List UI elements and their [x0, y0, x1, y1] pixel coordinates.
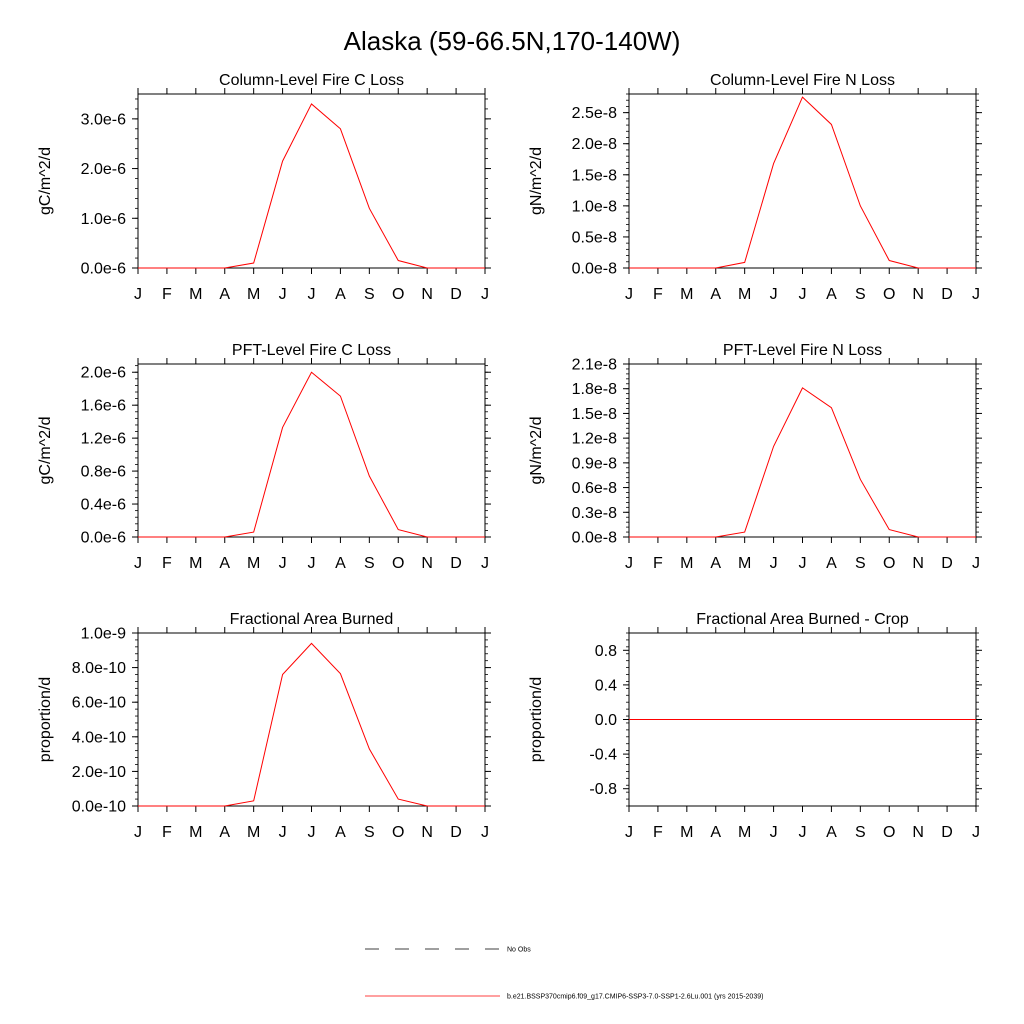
y-tick-label: 1.5e-8	[571, 405, 617, 423]
x-tick-label: A	[826, 286, 837, 303]
x-tick-label: M	[247, 286, 261, 303]
x-tick-label: N	[912, 286, 924, 303]
y-tick-label: 0.0e-8	[571, 529, 617, 547]
series-line	[138, 372, 485, 537]
x-tick-label: J	[798, 286, 807, 303]
x-tick-label: J	[278, 286, 287, 303]
legend-model-label: b.e21.BSSP370cmip6.f09_g17.CMIP6-SSP3-7.0-SSP1-2.6Lu.001 (yrs 2015-2039)	[507, 993, 764, 1001]
x-tick-label: J	[307, 824, 316, 841]
x-tick-label: S	[363, 555, 375, 572]
x-tick-label: J	[134, 824, 142, 841]
y-axis-label: proportion/d	[528, 676, 545, 763]
x-tick-label: A	[826, 555, 837, 572]
series-line	[138, 643, 485, 806]
y-tick-label: 2.0e-6	[80, 161, 126, 179]
y-tick-label: 1.2e-6	[80, 430, 126, 448]
y-axis-label: gC/m^2/d	[37, 147, 54, 215]
x-tick-label: D	[450, 824, 462, 841]
y-tick-label: 2.1e-8	[571, 356, 617, 374]
y-tick-label: 2.0e-6	[80, 364, 126, 382]
y-tick-label: 0.0e-8	[571, 260, 617, 278]
plot-frame	[629, 364, 976, 537]
y-tick-label: 0.0e-10	[71, 798, 126, 816]
x-tick-label: N	[421, 555, 433, 572]
y-tick-label: 1.0e-8	[571, 198, 617, 216]
chart-title: Column-Level Fire C Loss	[219, 72, 404, 89]
x-tick-label: F	[162, 824, 172, 841]
x-tick-label: J	[625, 286, 633, 303]
x-tick-label: M	[247, 824, 261, 841]
y-tick-label: 0.6e-8	[571, 480, 617, 498]
x-tick-label: J	[769, 555, 778, 572]
plot-frame	[138, 633, 485, 806]
plot-frame	[138, 364, 485, 537]
y-tick-label: 0.8e-6	[80, 463, 126, 481]
x-tick-label: S	[363, 824, 375, 841]
x-tick-label: A	[710, 555, 722, 572]
x-tick-label: J	[972, 824, 980, 841]
figure-title: Alaska (59-66.5N,170-140W)	[343, 26, 681, 56]
x-tick-label: M	[680, 824, 694, 841]
x-tick-label: N	[421, 824, 433, 841]
series-line	[138, 104, 485, 268]
x-tick-label: J	[972, 286, 980, 303]
y-tick-label: 0.0	[594, 712, 617, 729]
x-tick-label: A	[219, 286, 231, 303]
x-tick-label: J	[481, 555, 489, 572]
x-tick-label: F	[653, 286, 663, 303]
y-tick-label: 8.0e-10	[71, 660, 126, 678]
y-tick-label: -0.8	[589, 781, 617, 799]
x-tick-label: D	[941, 824, 953, 841]
x-tick-label: M	[189, 555, 203, 572]
y-tick-label: 0.0e-6	[80, 529, 126, 547]
x-tick-label: J	[134, 286, 142, 303]
x-tick-label: D	[941, 286, 953, 303]
x-tick-label: M	[680, 555, 694, 572]
x-tick-label: J	[307, 555, 316, 572]
chart-panel-1	[37, 72, 491, 303]
y-tick-label: -0.4	[589, 746, 617, 764]
x-tick-label: O	[392, 555, 405, 572]
x-tick-label: O	[392, 824, 405, 841]
x-tick-label: J	[798, 555, 807, 572]
chart-panel-6	[528, 611, 982, 841]
y-tick-label: 0.9e-8	[571, 455, 617, 473]
x-tick-label: J	[972, 555, 980, 572]
x-tick-label: M	[738, 824, 752, 841]
x-tick-label: F	[653, 824, 663, 841]
y-tick-label: 2.0e-10	[71, 763, 126, 781]
x-tick-label: A	[219, 824, 231, 841]
x-tick-label: O	[883, 555, 896, 572]
y-tick-label: 1.0e-6	[80, 210, 126, 228]
chart-title: Column-Level Fire N Loss	[710, 72, 895, 89]
x-tick-label: M	[738, 286, 752, 303]
chart-panel-3	[37, 342, 491, 572]
x-tick-label: M	[680, 286, 694, 303]
y-tick-label: 0.5e-8	[571, 229, 617, 247]
y-tick-label: 1.5e-8	[571, 167, 617, 185]
y-tick-label: 0.3e-8	[571, 504, 617, 522]
y-tick-label: 0.4	[594, 677, 617, 695]
y-axis-label: gN/m^2/d	[528, 416, 545, 485]
chart-title: Fractional Area Burned - Crop	[696, 611, 909, 628]
chart-panel-4	[528, 342, 982, 572]
x-tick-label: J	[481, 286, 489, 303]
x-tick-label: F	[162, 286, 172, 303]
x-tick-label: A	[710, 286, 722, 303]
x-tick-label: S	[854, 824, 866, 841]
x-tick-label: J	[481, 824, 489, 841]
legend	[365, 947, 763, 1001]
x-tick-label: A	[335, 824, 346, 841]
x-tick-label: M	[738, 555, 752, 572]
y-tick-label: 0.4e-6	[80, 496, 126, 514]
x-tick-label: A	[219, 555, 231, 572]
x-tick-label: J	[278, 555, 287, 572]
x-tick-label: J	[278, 824, 287, 841]
x-tick-label: J	[134, 555, 142, 572]
chart-title: Fractional Area Burned	[229, 611, 394, 628]
x-tick-label: J	[625, 824, 633, 841]
x-tick-label: F	[162, 555, 172, 572]
y-tick-label: 2.0e-8	[571, 136, 617, 154]
x-tick-label: J	[769, 824, 778, 841]
y-tick-label: 1.6e-6	[80, 397, 126, 415]
x-tick-label: A	[826, 824, 837, 841]
series-line	[629, 97, 976, 268]
x-tick-label: J	[769, 286, 778, 303]
y-tick-label: 1.0e-9	[80, 625, 126, 643]
y-tick-label: 4.0e-10	[71, 729, 126, 747]
y-tick-label: 2.5e-8	[571, 105, 617, 123]
x-tick-label: J	[625, 555, 633, 572]
x-tick-label: O	[883, 286, 896, 303]
x-tick-label: D	[941, 555, 953, 572]
x-tick-label: D	[450, 286, 462, 303]
x-tick-label: A	[335, 555, 346, 572]
x-tick-label: D	[450, 555, 462, 572]
plot-frame	[629, 94, 976, 268]
x-tick-label: S	[363, 286, 375, 303]
y-tick-label: 1.2e-8	[571, 430, 617, 448]
chart-title: PFT-Level Fire N Loss	[722, 342, 883, 359]
y-axis-label: gN/m^2/d	[528, 147, 545, 215]
y-axis-label: proportion/d	[37, 676, 54, 763]
series-line	[629, 388, 976, 537]
x-tick-label: J	[307, 286, 316, 303]
x-tick-label: S	[854, 555, 866, 572]
y-tick-label: 1.8e-8	[571, 381, 617, 399]
x-tick-label: A	[710, 824, 722, 841]
x-tick-label: J	[798, 824, 807, 841]
x-tick-label: N	[912, 824, 924, 841]
legend-obs-label: No Obs	[507, 946, 531, 954]
x-tick-label: N	[421, 286, 433, 303]
x-tick-label: N	[912, 555, 924, 572]
y-axis-label: gC/m^2/d	[37, 416, 54, 485]
x-tick-label: O	[883, 824, 896, 841]
y-tick-label: 0.8	[594, 642, 617, 660]
x-tick-label: F	[653, 555, 663, 572]
chart-panel-5	[37, 611, 491, 841]
x-tick-label: A	[335, 286, 346, 303]
y-tick-label: 3.0e-6	[80, 111, 126, 129]
plot-frame	[138, 94, 485, 268]
chart-title: PFT-Level Fire C Loss	[231, 342, 392, 359]
chart-panel-2	[528, 72, 982, 303]
x-tick-label: M	[189, 824, 203, 841]
y-tick-label: 0.0e-6	[80, 260, 126, 278]
panels	[37, 72, 982, 841]
x-tick-label: M	[247, 555, 261, 572]
x-tick-label: S	[854, 286, 866, 303]
x-tick-label: O	[392, 286, 405, 303]
y-tick-label: 6.0e-10	[71, 694, 126, 712]
x-tick-label: M	[189, 286, 203, 303]
